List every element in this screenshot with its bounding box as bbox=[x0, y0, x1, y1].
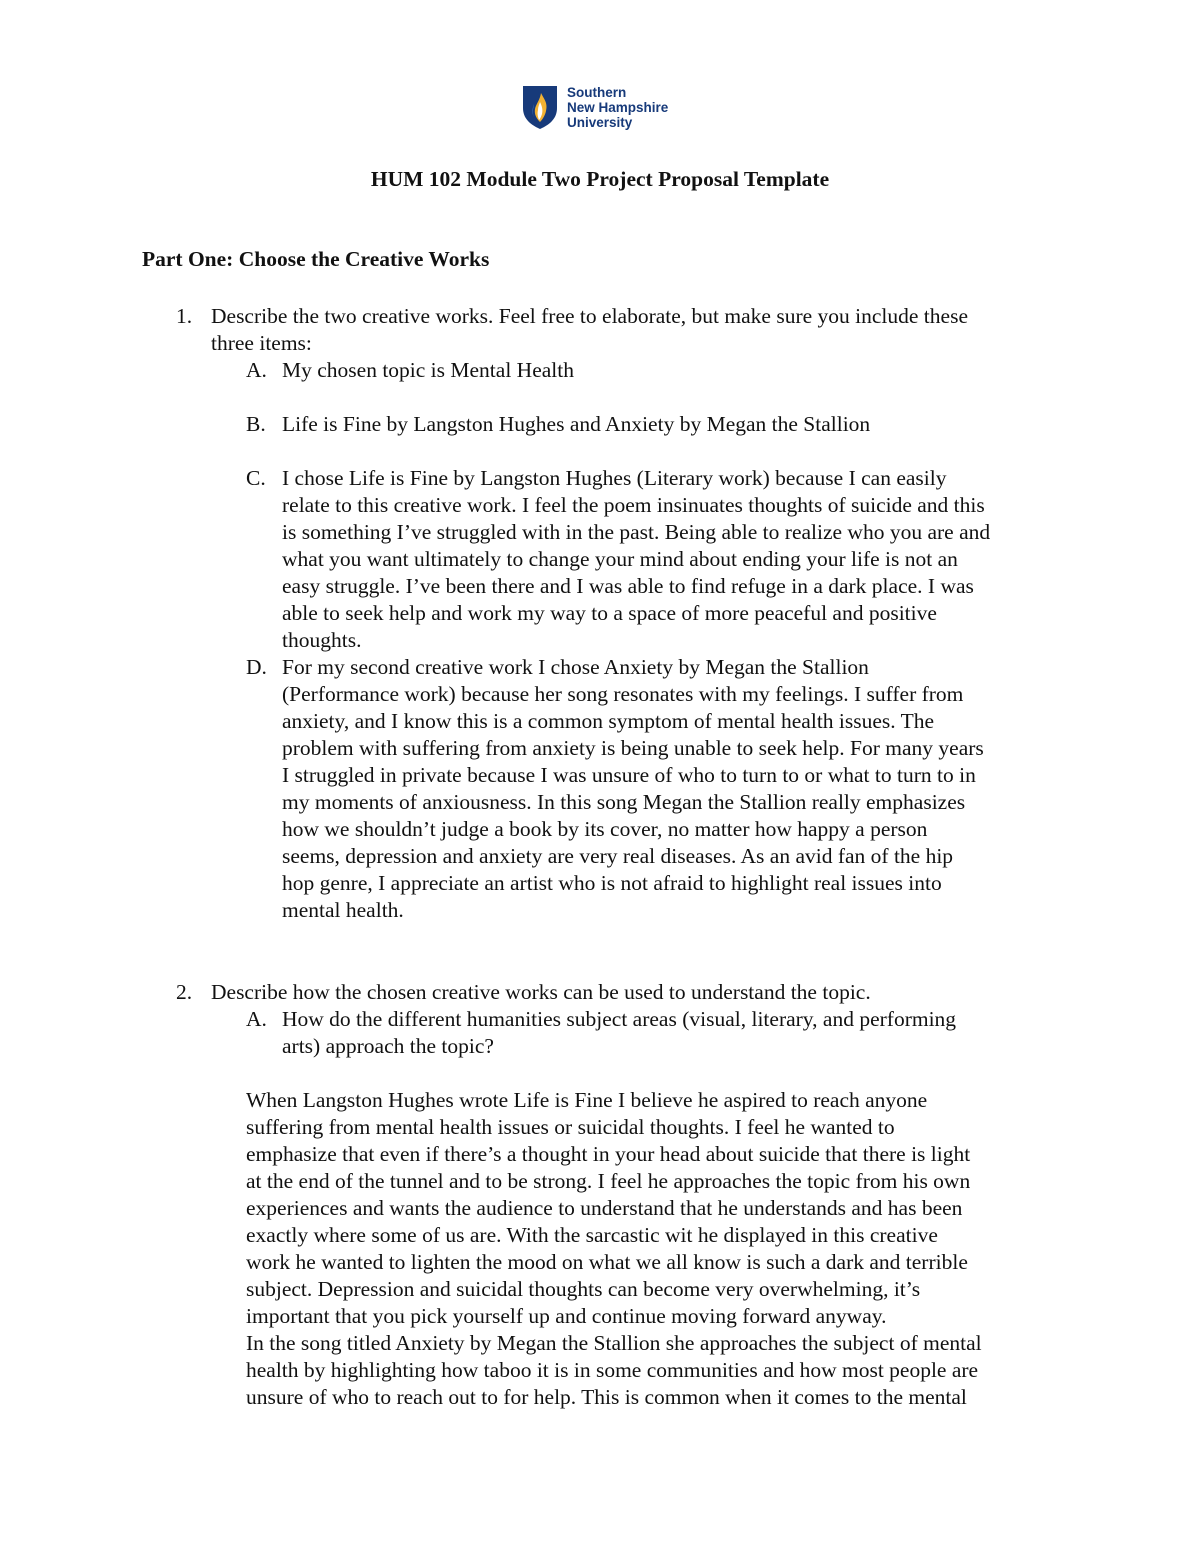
list-item-line: I struggled in private because I was unsure of who to turn to or what to turn to in bbox=[282, 763, 976, 787]
list-item-line: what you want ultimately to change your mind about ending your life is not an bbox=[282, 547, 958, 571]
answer-line: important that you pick yourself up and continue moving forward anyway. bbox=[246, 1304, 887, 1328]
list-item-line: Life is Fine by Langston Hughes and Anxiety by Megan the Stallion bbox=[282, 412, 871, 436]
list-item-line: mental health. bbox=[282, 898, 404, 922]
list-item-line: How do the different humanities subject areas (visual, literary, and performing bbox=[282, 1007, 957, 1031]
part-heading: Part One: Choose the Creative Works bbox=[142, 247, 490, 271]
list-marker: B. bbox=[246, 412, 266, 436]
answer-line: experiences and wants the audience to understand that he understands and has been bbox=[246, 1196, 963, 1220]
list-marker: D. bbox=[246, 655, 267, 679]
answer-line: emphasize that even if there’s a thought in your head about suicide that there is light bbox=[246, 1142, 971, 1166]
flame-shield-icon bbox=[521, 84, 559, 130]
list-item-line: thoughts. bbox=[282, 628, 362, 652]
question-text-line: Describe how the chosen creative works can be used to understand the topic. bbox=[211, 980, 871, 1004]
answer-line: unsure of who to reach out to for help. This is common when it comes to the mental bbox=[246, 1385, 967, 1409]
list-item-line: hop genre, I appreciate an artist who is not afraid to highlight real issues into bbox=[282, 871, 942, 895]
list-item-line: my moments of anxiousness. In this song Megan the Stallion really emphasizes bbox=[282, 790, 966, 814]
list-marker: C. bbox=[246, 466, 266, 490]
question-text-line: Describe the two creative works. Feel free to elaborate, but make sure you include these bbox=[211, 304, 968, 328]
document-title: HUM 102 Module Two Project Proposal Template bbox=[370, 167, 830, 191]
question-number: 2. bbox=[176, 980, 193, 1004]
list-item-line: anxiety, and I know this is a common symptom of mental health issues. The bbox=[282, 709, 935, 733]
logo-text-line: University bbox=[567, 115, 633, 130]
list-marker: A. bbox=[246, 1007, 267, 1031]
list-item-line: For my second creative work I chose Anxiety by Megan the Stallion bbox=[282, 655, 869, 679]
list-item-line: My chosen topic is Mental Health bbox=[282, 358, 574, 382]
list-item-line: seems, depression and anxiety are very real diseases. As an avid fan of the hip bbox=[282, 844, 954, 868]
list-item-line: arts) approach the topic? bbox=[282, 1034, 494, 1058]
list-marker: A. bbox=[246, 358, 267, 382]
list-item-line: (Performance work) because her song resonates with my feelings. I suffer from bbox=[282, 682, 964, 706]
list-item-line: able to seek help and work my way to a space of more peaceful and positive bbox=[282, 601, 937, 625]
logo-text-line: Southern bbox=[567, 85, 627, 100]
answer-line: at the end of the tunnel and to be strong. I feel he approaches the topic from his own bbox=[246, 1169, 971, 1193]
logo-text-line: New Hampshire bbox=[567, 100, 669, 115]
list-item-line: relate to this creative work. I feel the poem insinuates thoughts of suicide and this bbox=[282, 493, 985, 517]
question-number: 1. bbox=[176, 304, 193, 328]
answer-line: subject. Depression and suicidal thoughts can become very overwhelming, it’s bbox=[246, 1277, 921, 1301]
list-item-line: problem with suffering from anxiety is being unable to seek help. For many years bbox=[282, 736, 984, 760]
list-item-line: is something I’ve struggled with in the past. Being able to realize who you are and bbox=[282, 520, 991, 544]
answer-line: In the song titled Anxiety by Megan the Stallion she approaches the subject of mental bbox=[246, 1331, 982, 1355]
list-item-line: I chose Life is Fine by Langston Hughes (Literary work) because I can easily bbox=[282, 466, 947, 490]
answer-line: health by highlighting how taboo it is in some communities and how most people are bbox=[246, 1358, 979, 1382]
question-text-line: three items: bbox=[211, 331, 312, 355]
list-item-line: easy struggle. I’ve been there and I was able to find refuge in a dark place. I was bbox=[282, 574, 974, 598]
answer-line: work he wanted to lighten the mood on what we all know is such a dark and terrible bbox=[246, 1250, 968, 1274]
answer-line: exactly where some of us are. With the sarcastic wit he displayed in this creative bbox=[246, 1223, 938, 1247]
university-logo bbox=[521, 84, 691, 136]
answer-line: When Langston Hughes wrote Life is Fine I believe he aspired to reach anyone bbox=[246, 1088, 928, 1112]
answer-line: suffering from mental health issues or suicidal thoughts. I feel he wanted to bbox=[246, 1115, 895, 1139]
list-item-line: how we shouldn’t judge a book by its cover, no matter how happy a person bbox=[282, 817, 928, 841]
